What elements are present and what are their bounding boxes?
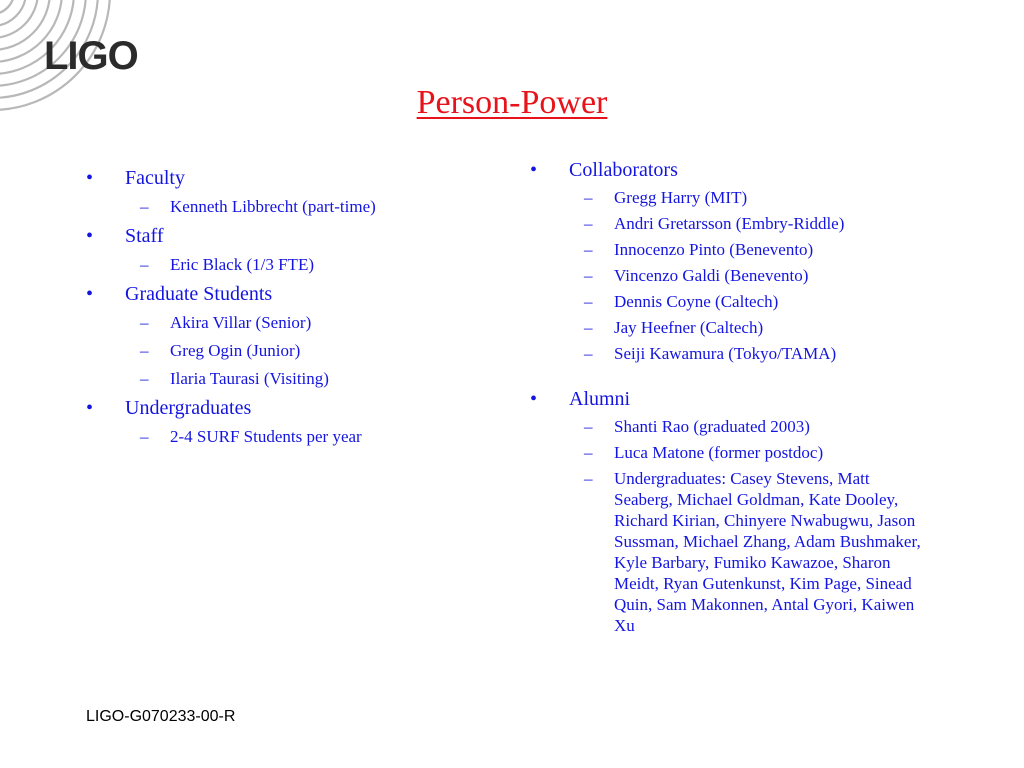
group-label: Graduate Students [125, 283, 273, 305]
group-graduate-students [86, 282, 466, 389]
group-alumni [530, 387, 930, 636]
group-label: Collaborators [569, 159, 678, 181]
bullet-icon: • [86, 167, 94, 189]
dash-icon: – [140, 369, 149, 388]
dash-icon: – [584, 443, 593, 462]
group-label: Alumni [569, 388, 631, 410]
list-item: – Shanti Rao (graduated 2003) [584, 417, 810, 436]
group-faculty [86, 166, 466, 217]
dash-icon: – [584, 469, 593, 488]
group-collaborators [530, 158, 930, 364]
list-item: – Vincenzo Galdi (Benevento) [584, 266, 809, 285]
list-item: – Greg Ogin (Junior) [140, 341, 301, 360]
dash-icon: – [140, 341, 149, 360]
right-column [530, 158, 930, 641]
ligo-logo: LIGO [44, 34, 138, 78]
list-item: – Andri Gretarsson (Embry-Riddle) [584, 214, 845, 233]
dash-icon: – [584, 318, 593, 337]
list-item: – Dennis Coyne (Caltech) [584, 292, 779, 311]
bullet-icon: • [530, 159, 538, 181]
list-item: – Kenneth Libbrecht (part-time) [140, 197, 376, 216]
list-item: – Luca Matone (former postdoc) [584, 443, 824, 462]
dash-icon: – [584, 188, 593, 207]
list-item: – Gregg Harry (MIT) [584, 188, 748, 207]
group-staff [86, 224, 466, 275]
dash-icon: – [140, 313, 149, 332]
list-item: – Innocenzo Pinto (Benevento) [584, 240, 814, 259]
bullet-icon: • [86, 397, 94, 419]
left-column [86, 161, 466, 454]
list-item: – Undergraduates: Casey Stevens, Matt Seaberg, Michael Goldman, Kate Dooley, Richard Kirian, Chinyere Nwabugwu, Jason Sussman, Michael Zhang, Adam Bushmaker, Kyle Barbary, Fumiko Kawazoe, Sharon Meidt, Ryan Gutenkunst, Kim Page, Sinead Quin, Sam Makonnen, Antal Gyori, Kaiwen Xu [584, 469, 921, 635]
list-item: – Ilaria Taurasi (Visiting) [140, 369, 329, 388]
dash-icon: – [584, 292, 593, 311]
list-item: – Eric Black (1/3 FTE) [140, 255, 314, 274]
dash-icon: – [584, 344, 593, 363]
slide-title: Person-Power [416, 84, 608, 121]
dash-icon: – [584, 266, 593, 285]
group-label: Faculty [125, 167, 185, 189]
list-item: – 2-4 SURF Students per year [140, 427, 362, 446]
group-undergraduates [86, 396, 466, 447]
dash-icon: – [584, 240, 593, 259]
group-label: Staff [125, 225, 164, 247]
dash-icon: – [584, 214, 593, 233]
footer-document-id: LIGO-G070233-00-R [86, 708, 236, 725]
list-item: – Seiji Kawamura (Tokyo/TAMA) [584, 344, 837, 363]
list-item: – Jay Heefner (Caltech) [584, 318, 764, 337]
dash-icon: – [140, 427, 149, 446]
group-label: Undergraduates [125, 397, 252, 419]
bullet-icon: • [86, 225, 94, 247]
bullet-icon: • [530, 388, 538, 410]
list-item: – Akira Villar (Senior) [140, 313, 312, 332]
dash-icon: – [140, 255, 149, 274]
bullet-icon: • [86, 283, 94, 305]
dash-icon: – [140, 197, 149, 216]
dash-icon: – [584, 417, 593, 436]
